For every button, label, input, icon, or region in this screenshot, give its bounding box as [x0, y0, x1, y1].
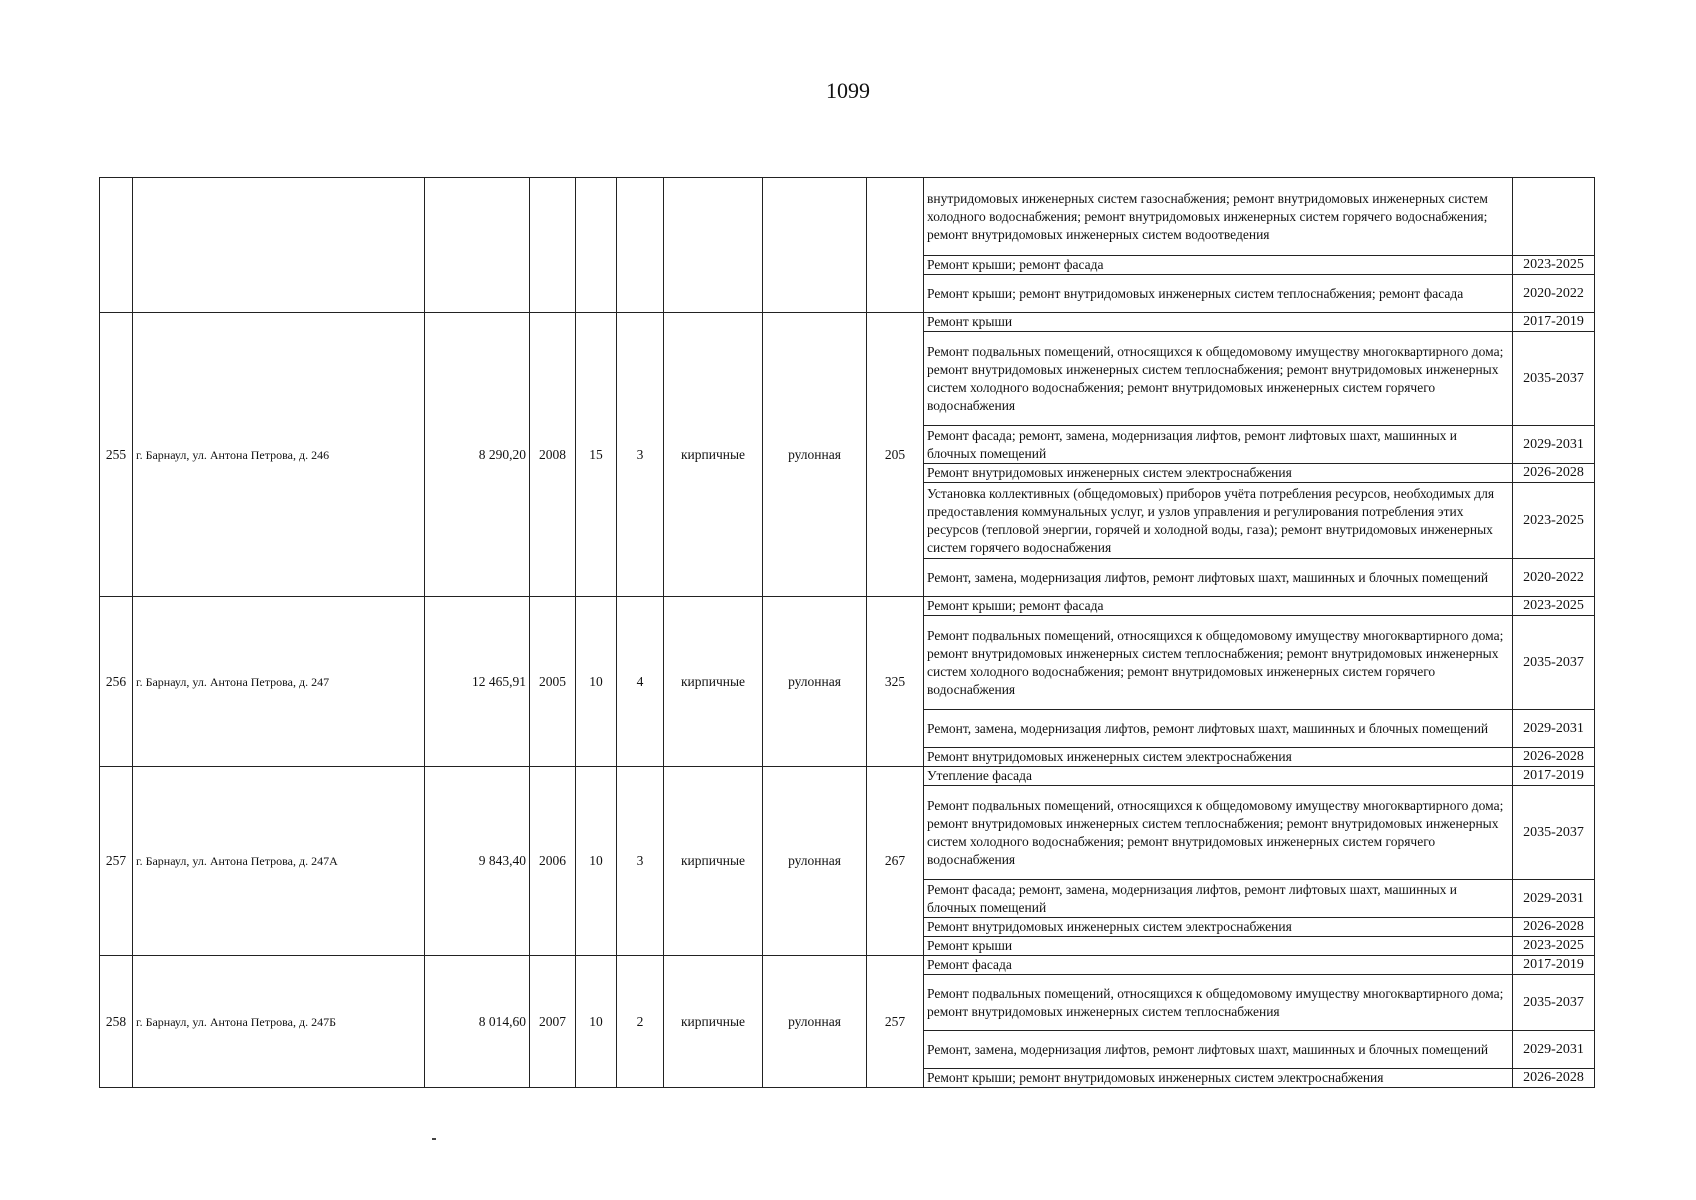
work-period: 2029-2031 [1513, 710, 1595, 748]
work-description: Ремонт фасада; ремонт, замена, модернизация лифтов, ремонт лифтовых шахт, машинных и блочных помещений [924, 880, 1513, 918]
empty-cell [867, 178, 924, 313]
work-description: Ремонт подвальных помещений, относящихся к общедомовому имуществу многоквартирного дома; ремонт внутридомовых инженерных систем теплоснабжения; ремонт внутридомовых инженерных систем холодного водоснабжения; ремонт внутридомовых инженерных систем горячего водоснабжения [924, 616, 1513, 710]
empty-cell [617, 178, 664, 313]
work-period: 2017-2019 [1513, 767, 1595, 786]
residents-count: 257 [867, 956, 924, 1088]
work-description: Ремонт подвальных помещений, относящихся к общедомовому имуществу многоквартирного дома; ремонт внутридомовых инженерных систем теплоснабжения [924, 975, 1513, 1031]
building-row [100, 767, 1595, 786]
work-period: 2023-2025 [1513, 483, 1595, 559]
empty-cell [763, 178, 867, 313]
work-description: Ремонт крыши; ремонт фасада [924, 597, 1513, 616]
work-description: Ремонт внутридомовых инженерных систем электроснабжения [924, 918, 1513, 937]
wall-material: кирпичные [664, 597, 763, 767]
work-period: 2023-2025 [1513, 597, 1595, 616]
wall-material: кирпичные [664, 313, 763, 597]
building-year: 2008 [530, 313, 576, 597]
work-period: 2026-2028 [1513, 918, 1595, 937]
work-period: 2035-2037 [1513, 332, 1595, 426]
work-period: 2026-2028 [1513, 748, 1595, 767]
work-description: Ремонт фасада [924, 956, 1513, 975]
empty-cell [425, 178, 530, 313]
building-area: 8 014,60 [425, 956, 530, 1088]
residents-count: 267 [867, 767, 924, 956]
building-area: 9 843,40 [425, 767, 530, 956]
building-entrances: 2 [617, 956, 664, 1088]
empty-cell [100, 178, 133, 313]
building-floors: 10 [576, 767, 617, 956]
building-floors: 10 [576, 956, 617, 1088]
repair-program-table [99, 177, 1595, 1088]
work-description: Ремонт крыши; ремонт фасада [924, 256, 1513, 275]
work-period: 2035-2037 [1513, 786, 1595, 880]
scan-mark [432, 1138, 436, 1140]
empty-cell [664, 178, 763, 313]
work-period: 2023-2025 [1513, 937, 1595, 956]
row-number: 256 [100, 597, 133, 767]
work-period: 2029-2031 [1513, 1031, 1595, 1069]
building-address: г. Барнаул, ул. Антона Петрова, д. 247 [133, 597, 425, 767]
work-period: 2023-2025 [1513, 256, 1595, 275]
work-description: Ремонт крыши; ремонт внутридомовых инженерных систем электроснабжения [924, 1069, 1513, 1088]
work-period: 2026-2028 [1513, 1069, 1595, 1088]
roof-type: рулонная [763, 313, 867, 597]
empty-cell [576, 178, 617, 313]
wall-material: кирпичные [664, 767, 763, 956]
empty-cell [133, 178, 425, 313]
work-period: 2035-2037 [1513, 975, 1595, 1031]
work-description: Установка коллективных (общедомовых) приборов учёта потребления ресурсов, необходимых для предоставления коммунальных услуг, и узлов управления и регулирования потребления этих ресурсов (тепловой энергии, горячей и холодной воды, газа); ремонт внутридомовых инженерных систем горячего водоснабжения [924, 483, 1513, 559]
residents-count: 325 [867, 597, 924, 767]
building-entrances: 3 [617, 767, 664, 956]
roof-type: рулонная [763, 597, 867, 767]
building-year: 2006 [530, 767, 576, 956]
work-description: Ремонт фасада; ремонт, замена, модернизация лифтов, ремонт лифтовых шахт, машинных и блочных помещений [924, 426, 1513, 464]
work-description: Ремонт подвальных помещений, относящихся к общедомовому имуществу многоквартирного дома; ремонт внутридомовых инженерных систем теплоснабжения; ремонт внутридомовых инженерных систем холодного водоснабжения; ремонт внутридомовых инженерных систем горячего водоснабжения [924, 786, 1513, 880]
work-period: 2017-2019 [1513, 956, 1595, 975]
building-address: г. Барнаул, ул. Антона Петрова, д. 247А [133, 767, 425, 956]
page-number: 1099 [826, 78, 870, 103]
work-description: Ремонт, замена, модернизация лифтов, ремонт лифтовых шахт, машинных и блочных помещений [924, 710, 1513, 748]
row-number: 258 [100, 956, 133, 1088]
building-address: г. Барнаул, ул. Антона Петрова, д. 247Б [133, 956, 425, 1088]
work-description: Ремонт крыши [924, 313, 1513, 332]
work-description: Утепление фасада [924, 767, 1513, 786]
residents-count: 205 [867, 313, 924, 597]
building-row [100, 597, 1595, 616]
empty-cell [530, 178, 576, 313]
work-period: 2020-2022 [1513, 275, 1595, 313]
work-description: Ремонт, замена, модернизация лифтов, ремонт лифтовых шахт, машинных и блочных помещений [924, 1031, 1513, 1069]
work-period: 2035-2037 [1513, 616, 1595, 710]
row-number: 255 [100, 313, 133, 597]
building-year: 2005 [530, 597, 576, 767]
work-period: 2026-2028 [1513, 464, 1595, 483]
building-row [100, 956, 1595, 975]
building-year: 2007 [530, 956, 576, 1088]
building-entrances: 4 [617, 597, 664, 767]
work-description: Ремонт внутридомовых инженерных систем электроснабжения [924, 748, 1513, 767]
building-entrances: 3 [617, 313, 664, 597]
work-description: Ремонт подвальных помещений, относящихся к общедомовому имуществу многоквартирного дома; ремонт внутридомовых инженерных систем теплоснабжения; ремонт внутридомовых инженерных систем холодного водоснабжения; ремонт внутридомовых инженерных систем горячего водоснабжения [924, 332, 1513, 426]
work-description: Ремонт крыши; ремонт внутридомовых инженерных систем теплоснабжения; ремонт фасада [924, 275, 1513, 313]
building-area: 8 290,20 [425, 313, 530, 597]
work-period: 2029-2031 [1513, 880, 1595, 918]
work-description: Ремонт внутридомовых инженерных систем электроснабжения [924, 464, 1513, 483]
row-number: 257 [100, 767, 133, 956]
building-floors: 10 [576, 597, 617, 767]
work-description: Ремонт крыши [924, 937, 1513, 956]
wall-material: кирпичные [664, 956, 763, 1088]
roof-type: рулонная [763, 767, 867, 956]
work-description: Ремонт, замена, модернизация лифтов, ремонт лифтовых шахт, машинных и блочных помещений [924, 559, 1513, 597]
work-period: 2029-2031 [1513, 426, 1595, 464]
building-floors: 15 [576, 313, 617, 597]
building-row [100, 313, 1595, 332]
work-period: 2020-2022 [1513, 559, 1595, 597]
roof-type: рулонная [763, 956, 867, 1088]
building-area: 12 465,91 [425, 597, 530, 767]
building-address: г. Барнаул, ул. Антона Петрова, д. 246 [133, 313, 425, 597]
work-period [1513, 178, 1595, 256]
work-description: внутридомовых инженерных систем газоснабжения; ремонт внутридомовых инженерных систем холодного водоснабжения; ремонт внутридомовых инженерных систем горячего водоснабжения; ремонт внутридомовых инженерных систем водоотведения [924, 178, 1513, 256]
carryover-row [100, 178, 1595, 256]
work-period: 2017-2019 [1513, 313, 1595, 332]
